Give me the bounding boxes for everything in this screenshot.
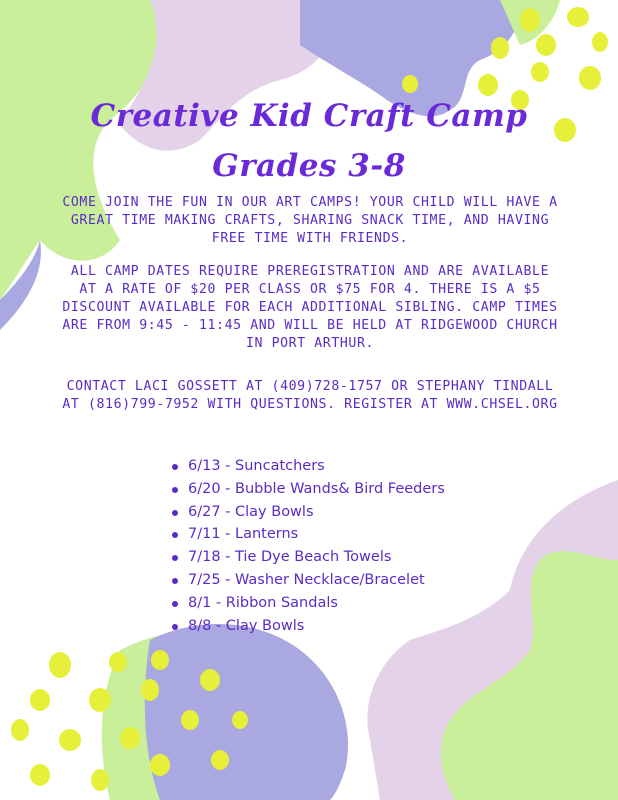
list-item: 7/25 - Washer Necklace/Bracelet (170, 569, 445, 592)
list-item: 6/13 - Suncatchers (170, 455, 445, 478)
details-paragraph: ALL CAMP DATES REQUIRE PREREGISTRATION AND ARE AVAILABLE AT A RATE OF $20 PER CLASS OR $75 FOR 4. THERE IS A $5 DISCOUNT AVAILABLE FOR EACH ADDITIONAL SIBLING. CAMP TIMES ARE FROM 9:45 - 11:45 AND WILL BE HELD AT RIDGEWOOD CHURCH IN PORT ARTHUR. (62, 264, 558, 351)
camp-schedule-list (170, 455, 445, 637)
contact-paragraph: CONTACT LACI GOSSETT AT (409)728-1757 OR STEPHANY TINDALL AT (816)799-7952 WITH QUESTIONS. REGISTER AT WWW.CHSEL.ORG (62, 379, 558, 412)
flyer-title: Creative Kid Craft Camp (90, 98, 528, 134)
list-item: 6/20 - Bubble Wands& Bird Feeders (170, 478, 445, 501)
list-item: 7/11 - Lanterns (170, 523, 445, 546)
list-item: 8/8 - Clay Bowls (170, 615, 445, 638)
list-item: 6/27 - Clay Bowls (170, 501, 445, 524)
list-item: 7/18 - Tie Dye Beach Towels (170, 546, 445, 569)
list-item: 8/1 - Ribbon Sandals (170, 592, 445, 615)
flyer-subtitle-grades: Grades 3-8 (212, 148, 406, 184)
intro-paragraph: COME JOIN THE FUN IN OUR ART CAMPS! YOUR CHILD WILL HAVE A GREAT TIME MAKING CRAFTS, SHARING SNACK TIME, AND HAVING FREE TIME WITH FRIENDS. (62, 195, 558, 246)
